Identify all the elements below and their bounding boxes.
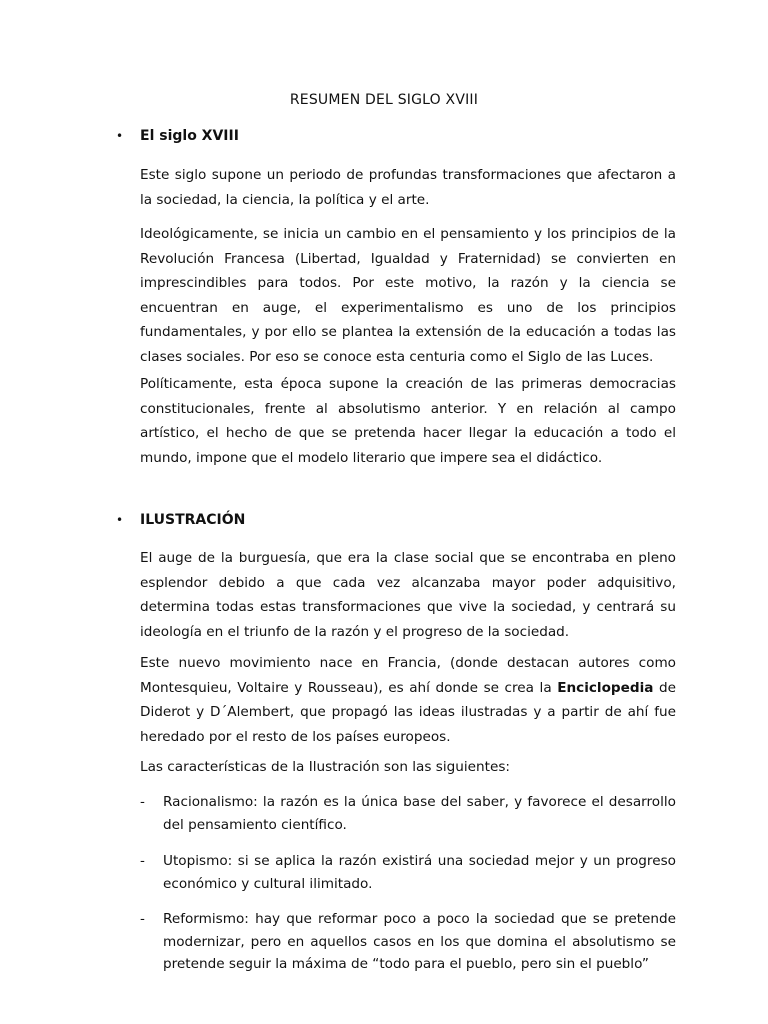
list-item <box>140 908 676 976</box>
list-item <box>140 791 676 836</box>
enciclopedia-bold: Enciclopedia <box>557 679 654 696</box>
list-item-text: Reformismo: hay que reformar poco a poco la sociedad que se pretende modernizar, pero en aquellos casos en los que domina el absolutismo se pretende seguir la máxima de “todo para el pueblo, pero sin el pueblo” <box>163 911 676 972</box>
list-item-text: Racionalismo: la razón es la única base del saber, y favorece el desarrollo del pensamiento científico. <box>163 794 676 833</box>
section-heading-text: El siglo XVIII <box>140 128 239 144</box>
paragraph-enciclopedia <box>140 651 676 749</box>
dash-marker: - <box>140 794 145 810</box>
paragraph: Políticamente, esta época supone la creación de las primeras democracias constitucionales, frente al absolutismo anterior. Y en relación al campo artístico, el hecho de que se pretenda hacer llegar la educación a todo el mundo, impone que el modelo literario que impere sea el didáctico. <box>140 376 676 466</box>
paragraph: Ideológicamente, se inicia un cambio en el pensamiento y los principios de la Revolución Francesa (Libertad, Igualdad y Fraternidad) se convierten en imprescindibles para todos. Por este motivo, la razón y la ciencia se encuentran en auge, el experimentalismo es uno de los principios fundamentales, y por ello se plantea la extensión de la educación a todas las clases sociales. Por eso se conoce esta centuria como el Siglo de las Luces. <box>140 226 676 365</box>
dash-marker: - <box>140 911 145 927</box>
section-heading-text: ILUSTRACIÓN <box>140 512 246 528</box>
bullet-icon: • <box>116 513 124 527</box>
paragraph-text: Este nuevo movimiento nace en Francia, (donde destacan autores como Montesquieu, Voltaire y Rousseau), es ahí donde se crea la <box>140 655 676 696</box>
characteristics-intro: Las características de la Ilustración son las siguientes: <box>140 759 510 775</box>
bullet-icon: • <box>116 129 124 143</box>
section-heading-siglo <box>116 128 239 144</box>
paragraph-text: de Diderot y D´Alembert, que propagó las ideas ilustradas y a partir de ahí fue heredado por el resto de los países europeos. <box>140 679 676 745</box>
paragraph: El auge de la burguesía, que era la clase social que se encontraba en pleno esplendor debido a que cada vez alcanzaba mayor poder adquisitivo, determina todas estas transformaciones que vive la sociedad, y centrará su ideología en el triunfo de la razón y el progreso de la sociedad. <box>140 550 676 640</box>
list-item <box>140 850 676 895</box>
paragraph: Este siglo supone un periodo de profundas transformaciones que afectaron a la sociedad, la ciencia, la política y el arte. <box>140 167 676 208</box>
section-heading-ilustracion <box>116 512 245 528</box>
list-item-text: Utopismo: si se aplica la razón existirá una sociedad mejor y un progreso económico y cultural ilimitado. <box>163 853 676 892</box>
dash-marker: - <box>140 853 145 869</box>
document-title: RESUMEN DEL SIGLO XVIII <box>289 92 479 108</box>
